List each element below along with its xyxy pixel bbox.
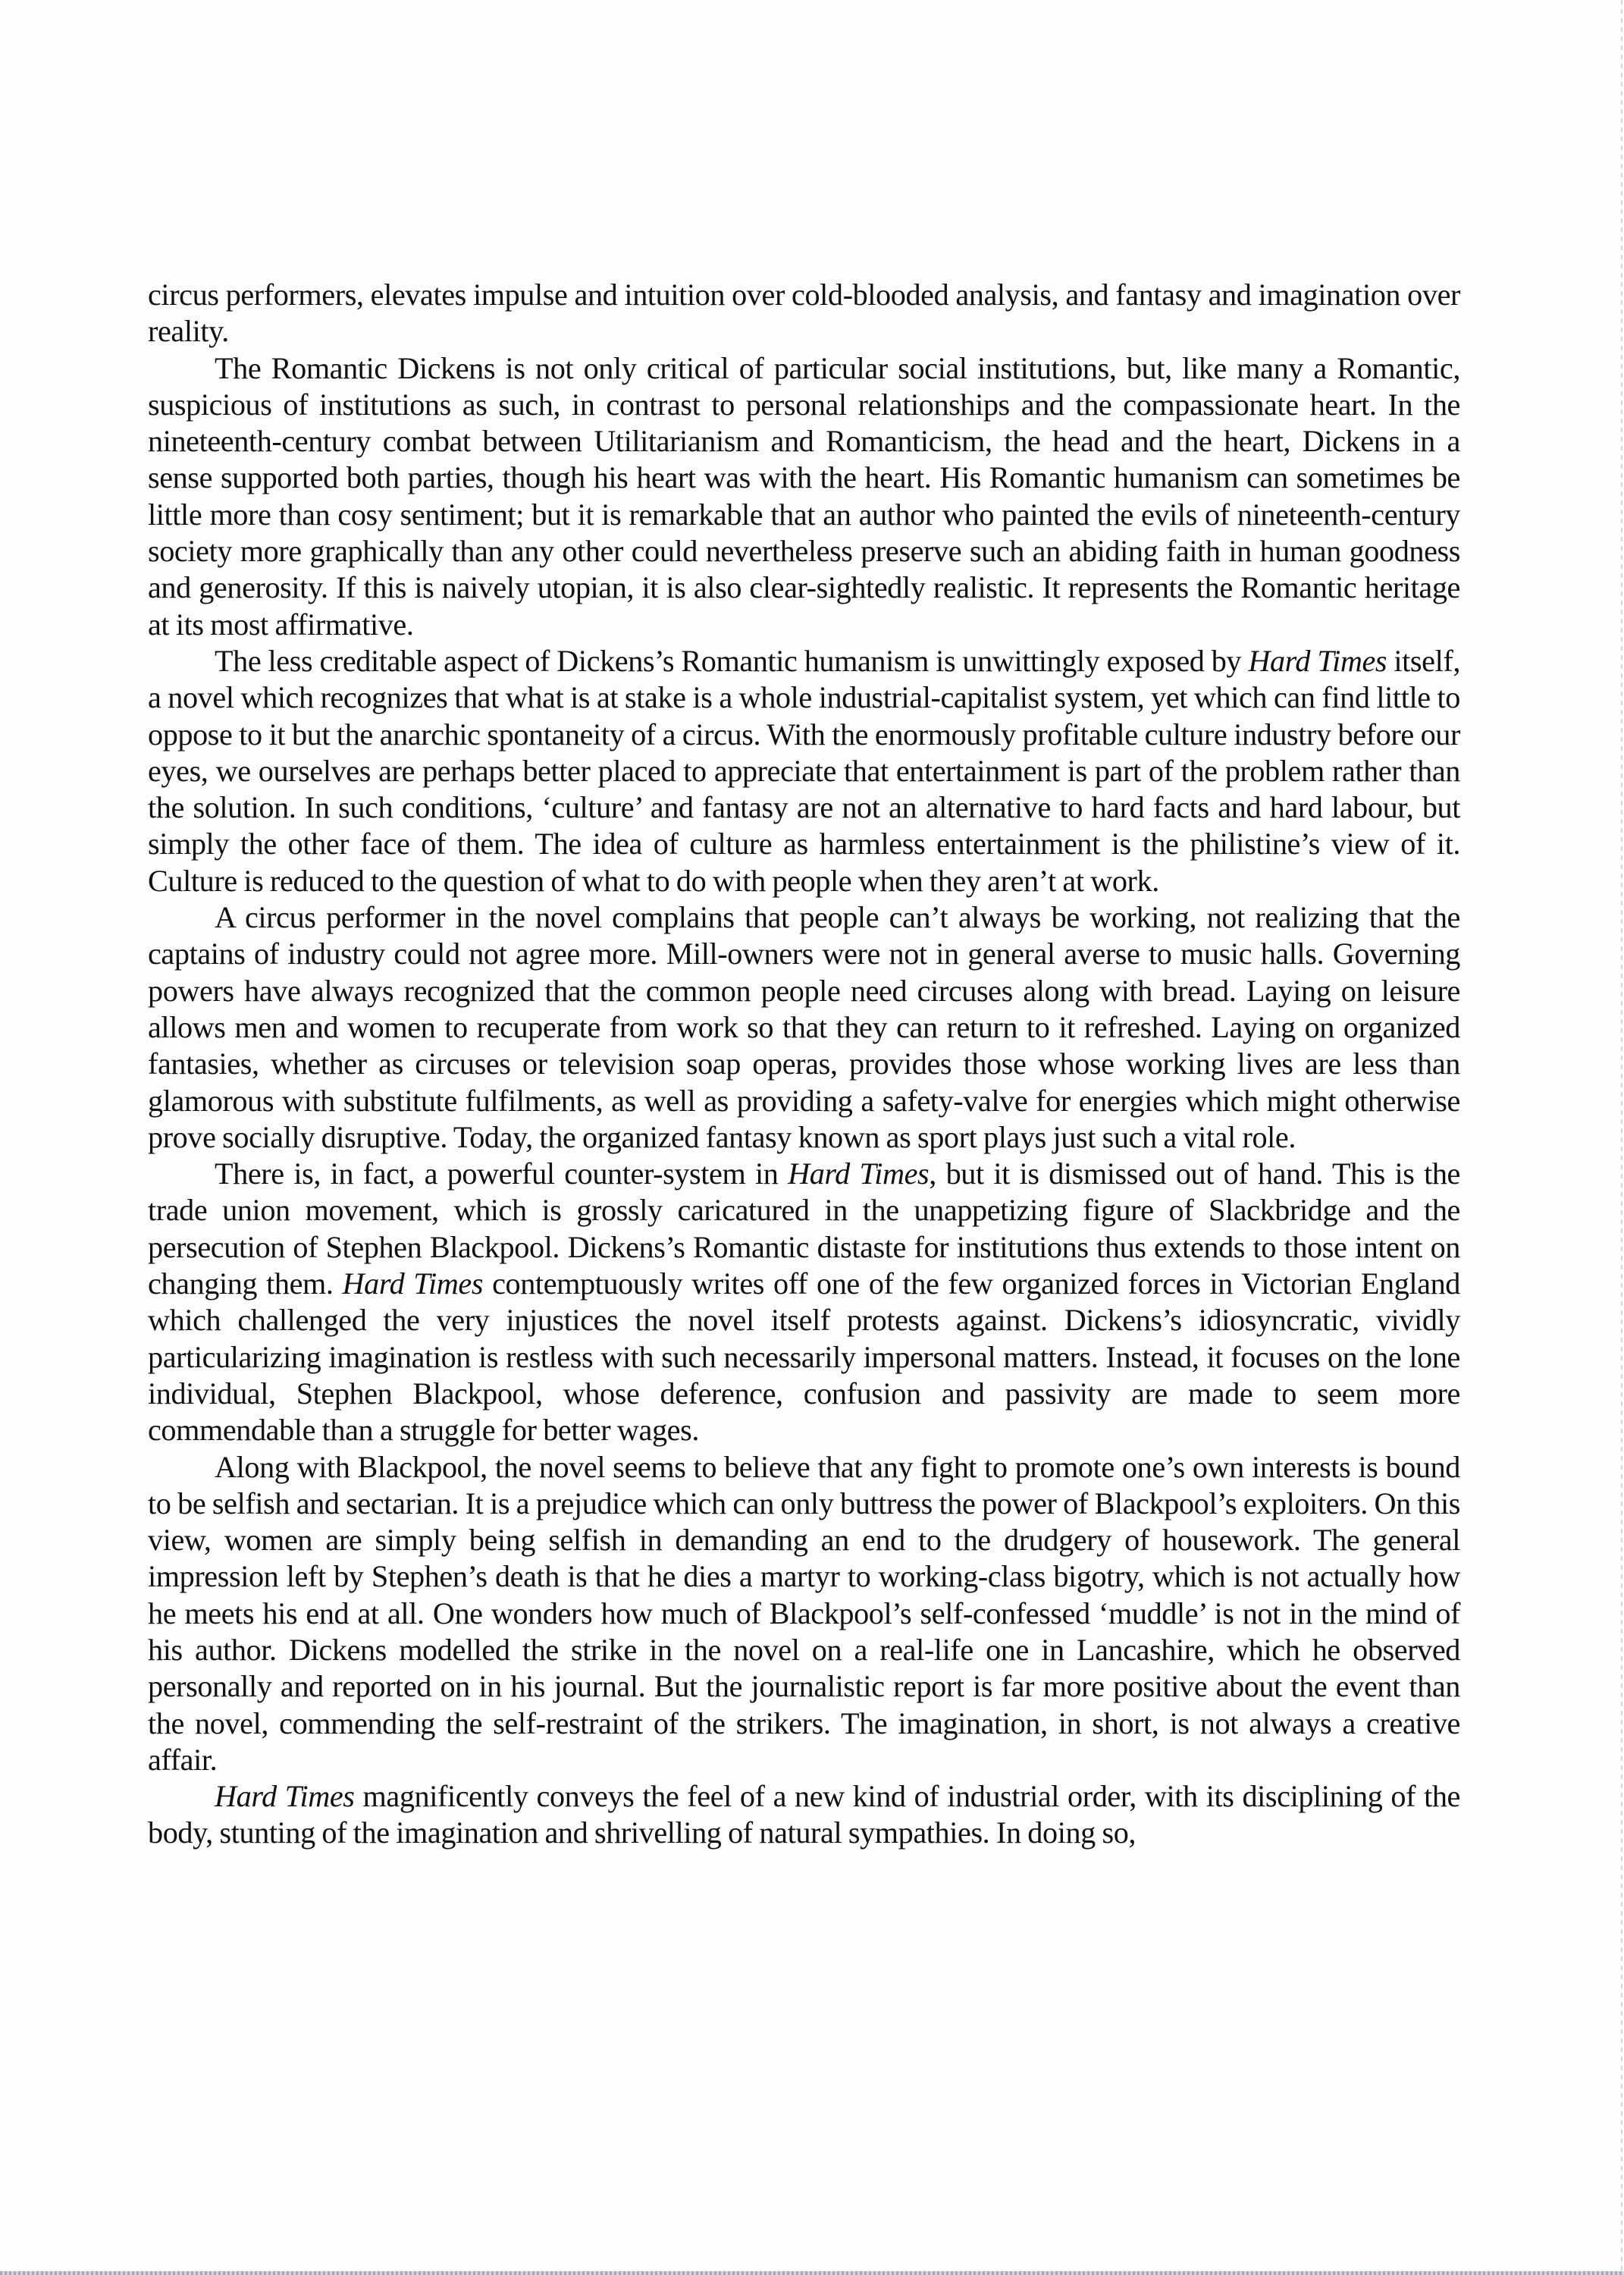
book-title-italic: Hard Times [788, 1156, 930, 1191]
paragraph-3 [148, 643, 1460, 899]
paragraph-1-text: circus performers, elevates impulse and intuition over cold-blooded analysis, and fantasy and imagination over reality. [148, 278, 1460, 349]
scan-edge-right [1621, 0, 1622, 2275]
book-title-italic: Hard Times [342, 1266, 484, 1301]
paragraph-7-text: magnificently conveys the feel of a new kind of industrial order, with its disciplining of the body, stunting of the imagination and shrivelling of natural sympathies. In doing so, [148, 1779, 1460, 1850]
paragraph-2-text: The Romantic Dickens is not only critical of particular social institutions, but, like many a Romantic, suspicious of institutions as such, in contrast to personal relationships and the compassionate heart. In the nineteenth-century combat between Utilitarianism and Romanticism, the head and the heart, Dickens in a sense supported both parties, though his heart was with the heart. His Romantic humanism can sometimes be little more than cosy sentiment; but it is remarkable that an author who painted the evils of nineteenth-century society more graphically than any other could nevertheless preserve such an abiding faith in human goodness and generosity. If this is naively utopian, it is also clear-sightedly realistic. It represents the Romantic heritage at its most affirmative. [148, 350, 1460, 642]
paragraph-4-text: A circus performer in the novel complains that people can’t always be working, not realizing that the captains of industry could not agree more. Mill-owners were not in general averse to music halls. Governing powers have always recognized that the common people need circuses along with bread. Laying on leisure allows men and women to recuperate from work so that they can return to it refreshed. Laying on organized fantasies, whether as circuses or television soap operas, provides those whose working lives are less than glamorous with substitute fulfilments, as well as providing a safety-valve for energies which might otherwise prove socially disruptive. Today, the organized fantasy known as sport plays just such a vital role. [148, 900, 1460, 1154]
paragraph-5 [148, 1156, 1460, 1448]
paragraph-7 [148, 1778, 1460, 1852]
paragraph-1 [148, 277, 1460, 350]
paragraph-6 [148, 1449, 1460, 1779]
paragraph-5-text-a: There is, in fact, a powerful counter-system in [215, 1156, 788, 1191]
paragraph-3-text-a: The less creditable aspect of Dickens’s Romantic humanism is unwittingly exposed by [215, 643, 1249, 678]
paragraph-5-text-c: contemptuously writes off one of the few organized forces in Victorian England which challenged the very injustices the novel itself protests against. Dickens’s idiosyncratic, vividly particularizing imagination is restless with such necessarily impersonal matters. Instead, it focuses on the lone individual, Stephen Blackpool, whose deference, confusion and passivity are made to seem more commendable than a struggle for better wages. [148, 1266, 1460, 1448]
paragraph-2 [148, 350, 1460, 643]
paragraph-4 [148, 899, 1460, 1156]
scan-edge-bottom [0, 2271, 1624, 2275]
body-text [148, 277, 1460, 1852]
book-title-italic: Hard Times [1248, 643, 1387, 678]
paragraph-3-text-b: itself, a novel which recognizes that what is at stake is a whole industrial-capitalist system, yet which can find little to oppose to it but the anarchic spontaneity of a circus. With the enormously profitable culture industry before our eyes, we ourselves are perhaps better placed to appreciate that entertainment is part of the problem rather than the solution. In such conditions, ‘culture’ and fantasy are not an alternative to hard facts and hard labour, but simply the other face of them. The idea of culture as harmless entertainment is the philistine’s view of it. Culture is reduced to the question of what to do with people when they aren’t at work. [148, 643, 1461, 898]
book-title-italic: Hard Times [215, 1779, 355, 1814]
paragraph-5-text-b: , but it is dismissed out of hand. This is the trade union movement, which is grossly caricatured in the unappetizing figure of Slackbridge and the persecution of Stephen Blackpool. Dickens’s Romantic distaste for institutions thus extends to those intent on changing them. [148, 1156, 1460, 1301]
paragraph-6-text: Along with Blackpool, the novel seems to believe that any fight to promote one’s own interests is bound to be selfish and sectarian. It is a prejudice which can only buttress the power of Blackpool’s exploiters. On this view, women are simply being selfish in demanding an end to the drudgery of housework. The general impression left by Stephen’s death is that he dies a martyr to working-class bigotry, which is not actually how he meets his end at all. One wonders how much of Blackpool’s self-confessed ‘muddle’ is not in the mind of his author. Dickens modelled the strike in the novel on a real-life one in Lancashire, which he observed personally and reported on in his journal. But the journalistic report is far more positive about the event than the novel, commending the self-restraint of the strikers. The imagination, in short, is not always a creative affair. [148, 1449, 1460, 1777]
